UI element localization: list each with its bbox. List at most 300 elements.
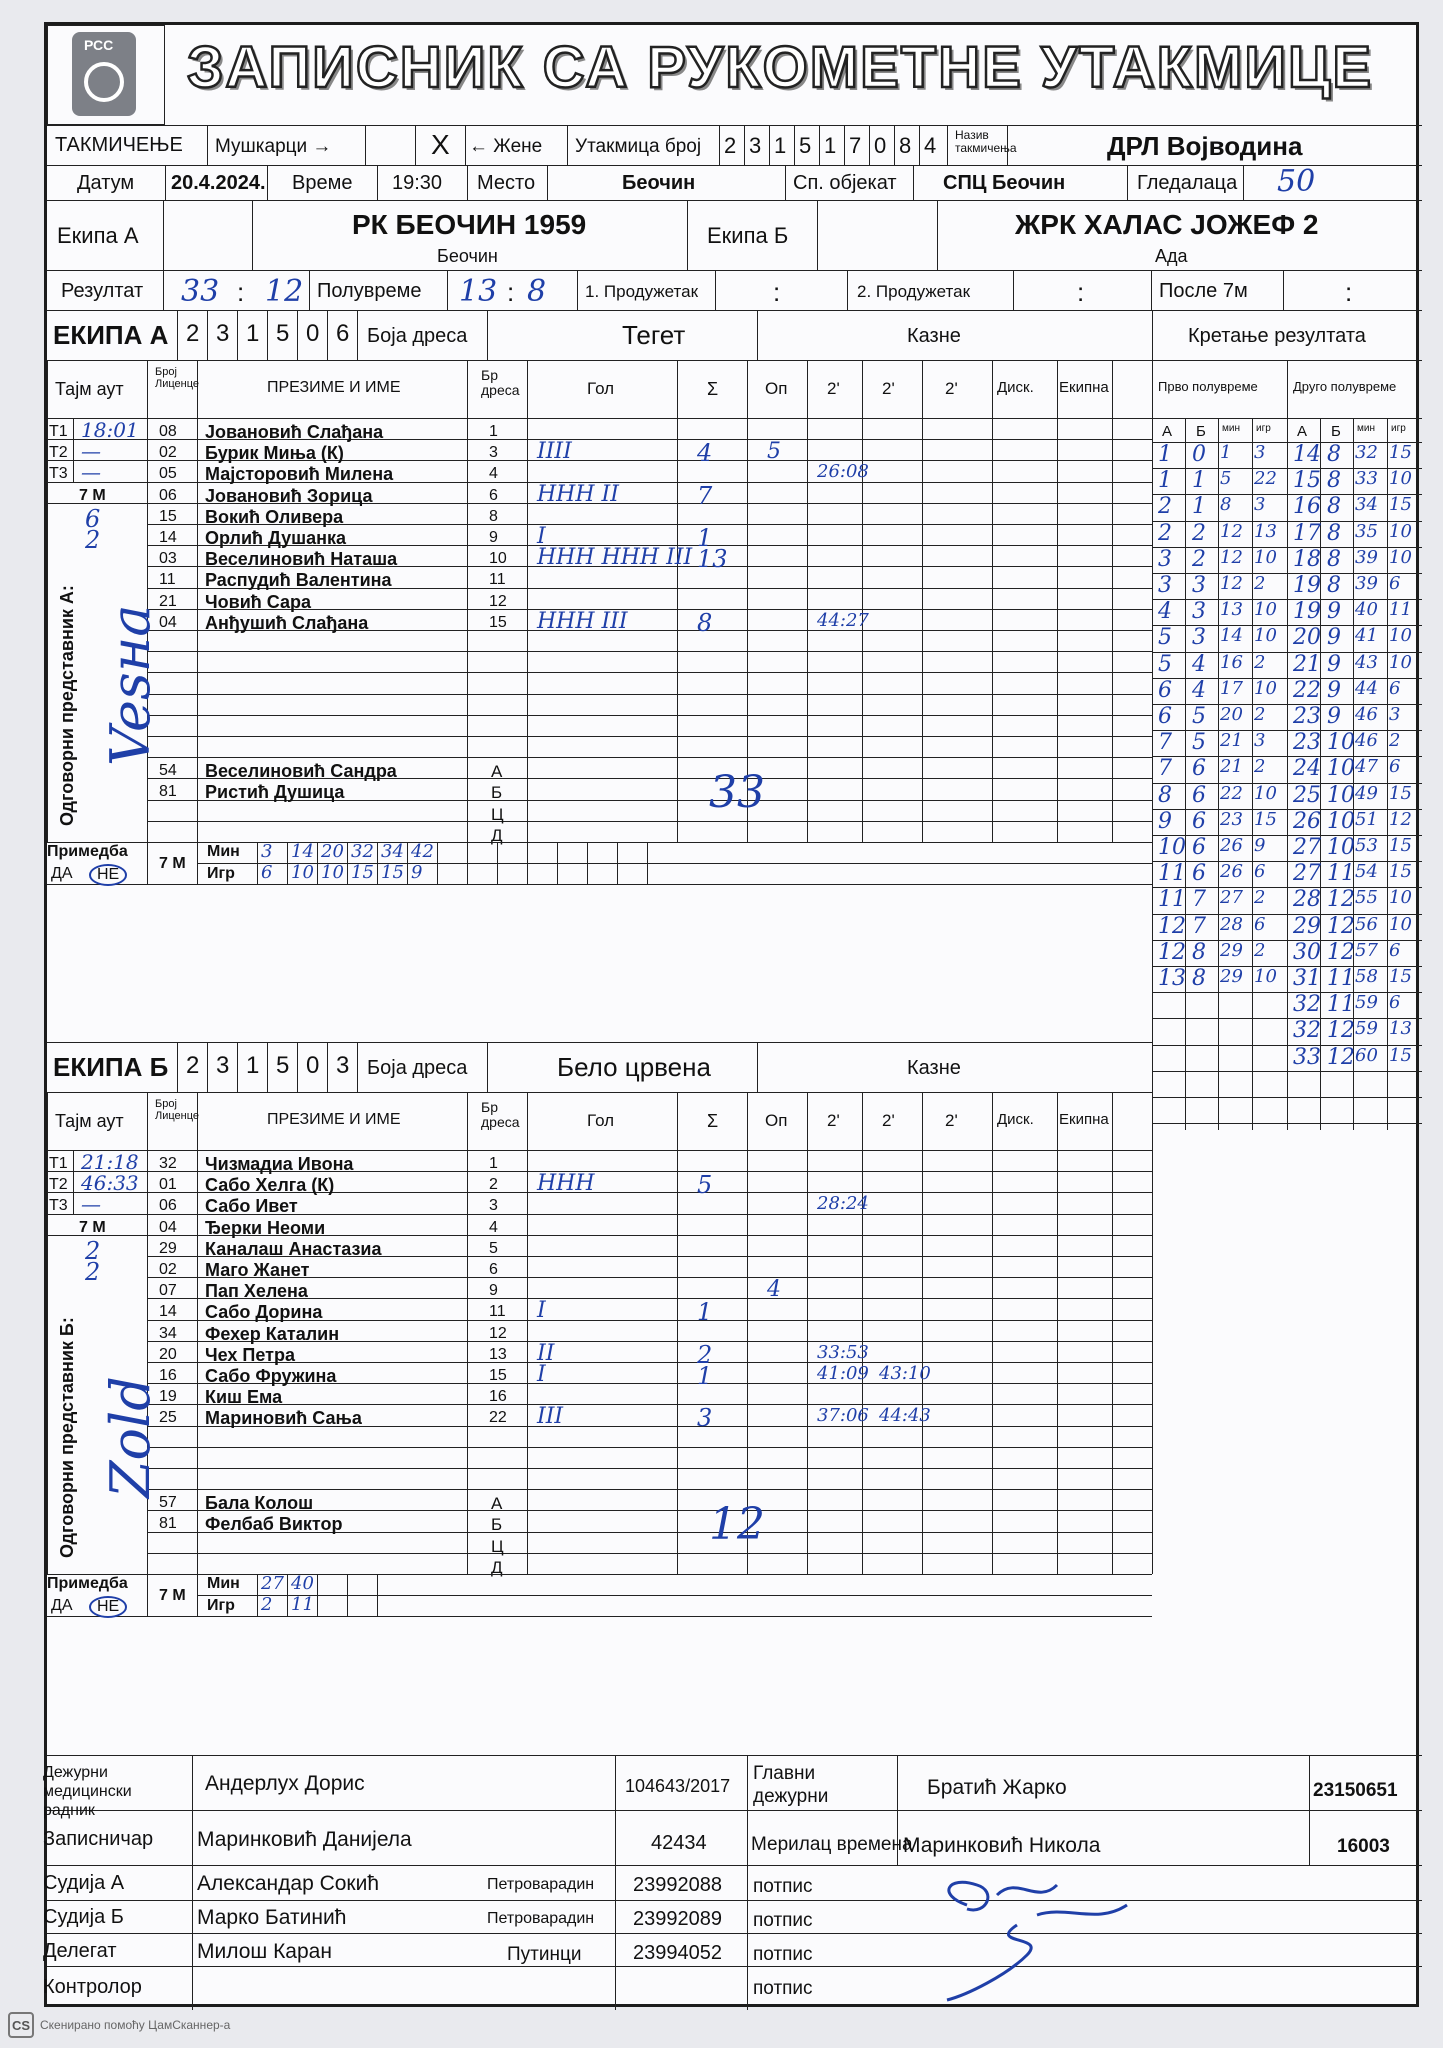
seven-meter-minute: 42 <box>411 841 434 862</box>
progress-cell: 53 <box>1355 835 1378 856</box>
license-label: Број Лиценце <box>155 1098 200 1123</box>
progress-cell: 8 <box>1327 546 1341 572</box>
player-name: Сабо Ивет <box>205 1196 298 1217</box>
referee-a-name: Александар Сокић <box>197 1872 380 1895</box>
timeout-t1-label: Т1 <box>49 423 68 440</box>
delegate-license: 23994052 <box>633 1942 722 1964</box>
grid-line-h <box>47 1616 1152 1617</box>
grid-line-v <box>862 360 863 842</box>
timer-license: 16003 <box>1337 1836 1390 1857</box>
team-label: ЕКИПА А <box>53 320 169 350</box>
chief-license: 23150651 <box>1313 1780 1398 1801</box>
team-code-digit: 5 <box>276 1052 290 1079</box>
grid-line-v <box>147 842 148 884</box>
grid-line-v <box>147 1574 148 1616</box>
player-name: Бурик Миња (К) <box>205 443 344 464</box>
half-label: Полувреме <box>317 280 422 302</box>
penalties-label: Казне <box>907 325 961 347</box>
grid-line-v <box>317 1574 318 1616</box>
player-number: 5 <box>489 1239 498 1257</box>
progress-cell: 6 <box>1254 913 1266 935</box>
ot1-colon: : <box>773 277 781 307</box>
scanner-text: Скенирано помоћу ЦамСканнер-а <box>40 2018 231 2032</box>
official-name: Ристић Душица <box>205 782 345 803</box>
player-license: 06 <box>159 1197 177 1215</box>
timer-name: Маринковић Никола <box>903 1834 1101 1857</box>
progress-cell: 1 <box>1192 494 1206 520</box>
grid-line-v <box>297 1042 298 1092</box>
seven-meter-label: 7 М <box>79 1218 106 1236</box>
grid-line-h <box>47 1150 1152 1151</box>
team-code-digit: 1 <box>246 320 260 347</box>
progress-cell: 8 <box>1158 782 1172 808</box>
timeout-label: Тајм аут <box>55 1111 124 1131</box>
progress-cell: 2 <box>1254 651 1266 673</box>
progress-cell: 2 <box>1254 939 1266 961</box>
seven-meter-minute: 27 <box>261 1573 284 1594</box>
progress-cell: 39 <box>1355 546 1378 568</box>
progress-cell: 7 <box>1192 913 1206 939</box>
progress-cell: 22 <box>1254 468 1277 490</box>
scorer-name: Маринковић Данијела <box>197 1828 412 1851</box>
grid-line-v <box>377 842 378 884</box>
progress-cell: 2 <box>1254 573 1266 594</box>
result-a: 33 <box>181 274 220 309</box>
medic-license: 104643/2017 <box>625 1776 731 1796</box>
progress-cell: 11 <box>1158 861 1186 887</box>
player-number: 2 <box>489 1176 498 1194</box>
player-number: 1 <box>489 1155 498 1172</box>
seven-meter-count: 2 <box>85 1258 101 1286</box>
player-name: Сабо Дорина <box>205 1302 323 1323</box>
progress-cell: 15 <box>1389 494 1412 516</box>
grid-line-v <box>617 842 618 884</box>
suspension-time-2: 44:43 <box>879 1405 931 1427</box>
progress-cell: 12 <box>1327 939 1355 965</box>
progress-cell: 9 <box>1254 835 1266 856</box>
grid-line-v <box>407 842 408 884</box>
team-goal-total: 33 <box>709 767 765 819</box>
grid-line-h <box>147 651 1152 652</box>
ot2-colon: : <box>1077 277 1085 307</box>
grid-line-h <box>47 310 1422 311</box>
progress-cell: 15 <box>1389 1044 1412 1066</box>
progress-cell: 27 <box>1220 887 1243 909</box>
progress-col-col_min: мин <box>1222 423 1240 434</box>
goal-sum: 2 <box>697 1340 713 1369</box>
grid-line-v <box>1152 1092 1153 1574</box>
progress-cell: 27 <box>1293 835 1321 860</box>
first-half-label: Прво полувреме <box>1158 379 1258 394</box>
progress-cell: 10 <box>1389 546 1412 568</box>
grid-line-v <box>73 460 74 481</box>
warning-label: Оп <box>765 379 788 398</box>
player-name: Вокић Оливера <box>205 506 344 527</box>
goal-tally: HHH <box>537 1171 595 1197</box>
player-number: 16 <box>489 1388 507 1406</box>
progress-cell: 34 <box>1355 494 1378 516</box>
progress-cell: 59 <box>1355 992 1378 1014</box>
player-license: 21 <box>159 592 177 610</box>
scanner-footer <box>8 2012 230 2038</box>
progress-cell: 3 <box>1192 625 1206 651</box>
grid-line-v <box>647 842 648 884</box>
ot2-label: 2. Продужетак <box>857 282 971 301</box>
player-number: 8 <box>489 507 498 525</box>
progress-cell: 17 <box>1220 677 1243 699</box>
grid-line-v <box>557 842 558 884</box>
progress-cell: 27 <box>1293 861 1321 887</box>
progress-cell: 29 <box>1293 913 1321 939</box>
progress-cell: 9 <box>1327 704 1341 729</box>
spectators-value: 50 <box>1277 164 1316 199</box>
timeout-t2-value: 46:33 <box>81 1171 139 1196</box>
grid-line-v <box>437 842 438 884</box>
progress-cell: 13 <box>1158 966 1186 991</box>
sign-label-3: потпис <box>753 1944 813 1965</box>
referee-a-city: Петроварадин <box>487 1876 595 1893</box>
grid-line-h <box>1152 1097 1422 1098</box>
progress-cell: 7 <box>1192 887 1206 913</box>
grid-line-v <box>1218 418 1219 1130</box>
half-b: 8 <box>527 274 547 309</box>
progress-cell: 2 <box>1254 887 1266 909</box>
progress-cell: 17 <box>1293 520 1321 546</box>
progress-cell: 11 <box>1158 887 1186 913</box>
grid-line-v <box>757 310 758 360</box>
two-min-label: 2' <box>827 379 840 398</box>
grid-line-h <box>47 1235 147 1236</box>
delegate-city: Путинци <box>507 1944 582 1965</box>
warning-value: 5 <box>767 439 781 465</box>
goal-sum: 1 <box>697 1298 713 1327</box>
progress-cell: 10 <box>1389 887 1412 909</box>
time-label: Време <box>292 172 353 194</box>
player-license: 14 <box>159 1303 177 1321</box>
grid-line-h <box>147 672 1152 673</box>
progress-cell: 10 <box>1389 913 1412 935</box>
progress-cell: 8 <box>1327 573 1341 598</box>
two-min-label-2: 2' <box>882 379 895 398</box>
seven-meter-player: 6 <box>261 862 273 883</box>
referee-a-license: 23992088 <box>633 1874 722 1896</box>
official-name: Веселиновић Сандра <box>205 761 397 782</box>
medic-label: Дежурни медицински радник <box>43 1764 132 1820</box>
player-number: 11 <box>489 571 506 589</box>
grid-line-v <box>47 1092 48 1574</box>
player-license: 02 <box>159 444 177 462</box>
jersey-value: Тегет <box>622 320 686 350</box>
grid-line-v <box>1185 418 1186 1130</box>
grid-line-v <box>677 360 678 842</box>
grid-line-v <box>1112 1092 1113 1574</box>
progress-cell: 8 <box>1327 494 1341 520</box>
team-label: ЕКИПА Б <box>53 1052 169 1082</box>
player-license: 14 <box>159 529 177 546</box>
digit-divider <box>819 125 820 165</box>
scorer-label: Записничар <box>43 1828 154 1850</box>
progress-col-col_b: Б <box>1196 423 1206 440</box>
delegate-label: Делегат <box>43 1940 117 1962</box>
grid-line-v <box>257 842 258 884</box>
grid-line-v <box>467 842 468 884</box>
match-number-label: Утакмица број <box>575 136 702 157</box>
referee-b-label: Судија Б <box>43 1906 124 1928</box>
remark-label: Примедба <box>47 1575 128 1592</box>
two-min-label-3: 2' <box>945 379 958 398</box>
player-name: Анђушић Слађана <box>205 612 369 633</box>
progress-cell: 25 <box>1293 782 1321 808</box>
grid-line-v <box>73 439 74 460</box>
progress-cell: 21 <box>1293 651 1321 677</box>
player-license: 19 <box>159 1388 177 1406</box>
match-record-sheet <box>44 22 1419 2007</box>
grid-line-v <box>357 310 358 360</box>
seven-meter-minute: 32 <box>351 841 374 862</box>
grid-line-v <box>287 842 288 884</box>
official-license: 81 <box>159 783 177 801</box>
grid-line-v <box>1057 360 1058 842</box>
player-number: 3 <box>489 444 498 462</box>
progress-cell: 9 <box>1327 625 1341 651</box>
scorer-license: 42434 <box>651 1832 707 1854</box>
progress-cell: 15 <box>1389 861 1412 883</box>
gender-mark: X <box>431 129 450 160</box>
place-value: Беочин <box>622 172 696 194</box>
logo-text: РСС <box>84 37 114 53</box>
progress-cell: 12 <box>1220 520 1243 542</box>
progress-cell: 28 <box>1293 887 1321 913</box>
player-license: 11 <box>159 571 176 589</box>
progress-cell: 3 <box>1192 573 1206 598</box>
progress-cell: 57 <box>1355 939 1378 961</box>
team-code-digit: 3 <box>336 1052 350 1079</box>
progress-cell: 20 <box>1293 625 1321 651</box>
grid-line-v <box>347 842 348 884</box>
progress-cell: 12 <box>1220 573 1243 594</box>
player-name: Јовановић Зорица <box>205 485 373 506</box>
grid-line-v <box>497 842 498 884</box>
goal-sum: 3 <box>697 1404 713 1433</box>
goal-sum: 13 <box>697 545 728 574</box>
grid-line-v <box>587 842 588 884</box>
timeout-t3-value: — <box>81 460 101 485</box>
grid-line-h <box>147 1362 1152 1363</box>
grid-line-v <box>73 418 74 439</box>
official-letter: А <box>491 1494 503 1514</box>
team-b-label: Екипа Б <box>707 223 789 248</box>
grid-line-v <box>357 1042 358 1092</box>
grid-line-v <box>1152 418 1153 1130</box>
grid-line-v <box>147 1092 148 1574</box>
grid-line-h <box>147 1553 1152 1554</box>
minute-label: Мин <box>207 1575 240 1592</box>
player-number: 15 <box>489 1367 507 1384</box>
grid-line-v <box>467 360 468 842</box>
grid-line-v <box>73 1171 74 1192</box>
progress-cell: 26 <box>1220 861 1243 883</box>
seven-meter-count: 2 <box>85 526 101 554</box>
grid-line-v <box>207 310 208 360</box>
referee-b-license: 23992089 <box>633 1908 722 1930</box>
player-license: 05 <box>159 465 177 483</box>
grid-line-h <box>147 757 1152 758</box>
goal-tally: I <box>537 1298 546 1324</box>
ball-icon <box>84 62 124 102</box>
progress-cell: 10 <box>1327 782 1355 808</box>
progress-cell: 41 <box>1355 625 1378 647</box>
grid-line-v <box>207 1042 208 1092</box>
grid-line-v <box>317 842 318 884</box>
timeout-t1-value: 21:18 <box>81 1150 139 1174</box>
representative-signature: Zold <box>99 1376 162 1498</box>
seven-meter-count: 6 <box>85 504 101 533</box>
team-representative-label: Одговорни представник Б: <box>57 1317 77 1558</box>
team-code-digit: 2 <box>186 1052 200 1079</box>
progress-cell: 10 <box>1158 835 1186 860</box>
digit-divider <box>894 125 895 165</box>
grid-line-v <box>147 360 148 842</box>
remarks-7m-label: 7 М <box>159 855 186 872</box>
official-license: 57 <box>159 1494 177 1512</box>
player-name: Човић Сара <box>205 591 312 612</box>
progress-cell: 3 <box>1192 599 1206 625</box>
men-label: Мушкарци → <box>215 136 332 157</box>
progress-cell: 26 <box>1293 808 1321 834</box>
suspension-time: 41:09 <box>817 1363 869 1384</box>
official-letter: Ц <box>491 804 504 824</box>
digit-divider <box>719 125 720 165</box>
progress-cell: 33 <box>1293 1044 1321 1070</box>
progress-cell: 6 <box>1192 808 1206 834</box>
grid-line-v <box>757 1042 758 1092</box>
grid-line-h <box>47 360 1152 361</box>
seven-meter-minute: 40 <box>291 1573 314 1594</box>
sign-label-2: потпис <box>753 1910 813 1931</box>
venue-value: СПЦ Беочин <box>943 172 1066 194</box>
progress-cell: 60 <box>1355 1044 1378 1066</box>
progress-cell: 12 <box>1327 913 1355 939</box>
progress-cell: 12 <box>1220 546 1243 568</box>
team-code-digit: 1 <box>246 1052 260 1079</box>
match-digit: 5 <box>799 133 812 158</box>
progress-cell: 23 <box>1293 730 1321 756</box>
progress-cell: 10 <box>1327 808 1355 834</box>
timeout-t2-value: — <box>81 439 101 464</box>
goal-tally: HHH HHH III <box>537 545 693 571</box>
progress-cell: 32 <box>1293 992 1321 1018</box>
timeout-t3-value: — <box>81 1192 101 1217</box>
camscanner-icon: CS <box>8 2012 34 2038</box>
player-license: 29 <box>159 1239 177 1257</box>
progress-cell: 5 <box>1158 625 1172 651</box>
progress-cell: 26 <box>1220 835 1243 856</box>
progress-cell: 58 <box>1355 966 1378 987</box>
progress-cell: 19 <box>1293 599 1321 625</box>
grid-line-v <box>177 310 178 360</box>
goal-sum: 7 <box>697 481 713 510</box>
progress-cell: 2 <box>1192 520 1206 546</box>
grid-line-h <box>47 418 1152 419</box>
progress-cell: 5 <box>1192 704 1206 729</box>
progress-cell: 28 <box>1220 913 1243 935</box>
player-number: 10 <box>489 550 507 568</box>
player-number: 1 <box>489 423 498 440</box>
goal-sum: 1 <box>697 524 713 552</box>
grid-line-v <box>297 310 298 360</box>
progress-cell: 10 <box>1254 625 1277 647</box>
progress-cell: 1 <box>1158 442 1172 467</box>
progress-cell: 46 <box>1355 704 1378 725</box>
progress-cell: 6 <box>1158 677 1172 703</box>
progress-cell: 5 <box>1158 651 1172 677</box>
progress-cell: 11 <box>1389 599 1412 621</box>
player-name: Веселиновић Наташа <box>205 549 398 570</box>
grid-line-v <box>287 1574 288 1616</box>
player-number: 12 <box>489 1324 507 1342</box>
player-name: Чех Петра <box>205 1344 295 1365</box>
player-number: 12 <box>489 592 507 610</box>
timeout-t1-value: 18:01 <box>81 418 139 442</box>
player-number: 6 <box>489 1261 498 1278</box>
half-colon: : <box>507 277 515 307</box>
player-number: 13 <box>489 1345 507 1363</box>
jersey-number-label: Бр дреса <box>481 367 520 399</box>
progress-cell: 7 <box>1158 730 1172 756</box>
player-license: 04 <box>159 1218 177 1236</box>
player-name: Мајсторовић Милена <box>205 464 394 485</box>
timer-label: Мерилац времена <box>751 1834 913 1855</box>
result-b: 12 <box>265 274 304 309</box>
remark-yes: ДА <box>51 865 73 882</box>
progress-cell: 12 <box>1158 913 1186 939</box>
grid-line-h <box>1152 992 1422 993</box>
grid-line-h <box>47 884 1152 885</box>
name-label: ПРЕЗИМЕ И ИМЕ <box>267 1111 401 1128</box>
digit-divider <box>744 125 745 165</box>
player-name: Мариновић Сања <box>205 1408 362 1429</box>
grid-line-v <box>237 1042 238 1092</box>
date-label: Датум <box>77 172 135 194</box>
grid-line-v <box>73 1150 74 1171</box>
progress-cell: 51 <box>1355 808 1378 830</box>
progress-cell: 13 <box>1254 520 1277 542</box>
team-penalty-label: Екипна <box>1059 379 1109 396</box>
remarks-7m-label: 7 М <box>159 1587 186 1604</box>
grid-line-h <box>47 503 147 504</box>
progress-col-col_a: А <box>1162 423 1173 440</box>
progress-cell: 2 <box>1389 730 1401 752</box>
grid-line-v <box>527 842 528 884</box>
competition-name: ДРЛ Војводина <box>1107 131 1303 161</box>
goal-tally: I <box>537 524 546 549</box>
player-name: Фехер Каталин <box>205 1323 340 1344</box>
result-label: Резултат <box>61 280 144 302</box>
progress-cell: 29 <box>1220 966 1243 987</box>
suspension-time: 37:06 <box>817 1405 869 1427</box>
representative-signature: Vesна <box>99 604 162 766</box>
progress-cell: 40 <box>1355 599 1378 621</box>
referee-a-label: Судија А <box>43 1872 125 1894</box>
player-name: Пап Хелена <box>205 1281 308 1302</box>
match-digit: 1 <box>824 133 837 158</box>
team-b-city: Ада <box>1155 246 1188 266</box>
team-penalty-label: Екипна <box>1059 1111 1109 1128</box>
progress-cell: 2 <box>1254 704 1266 725</box>
progress-cell: 11 <box>1327 992 1355 1018</box>
grid-line-h <box>147 1447 1152 1448</box>
player-number: 11 <box>489 1303 506 1321</box>
